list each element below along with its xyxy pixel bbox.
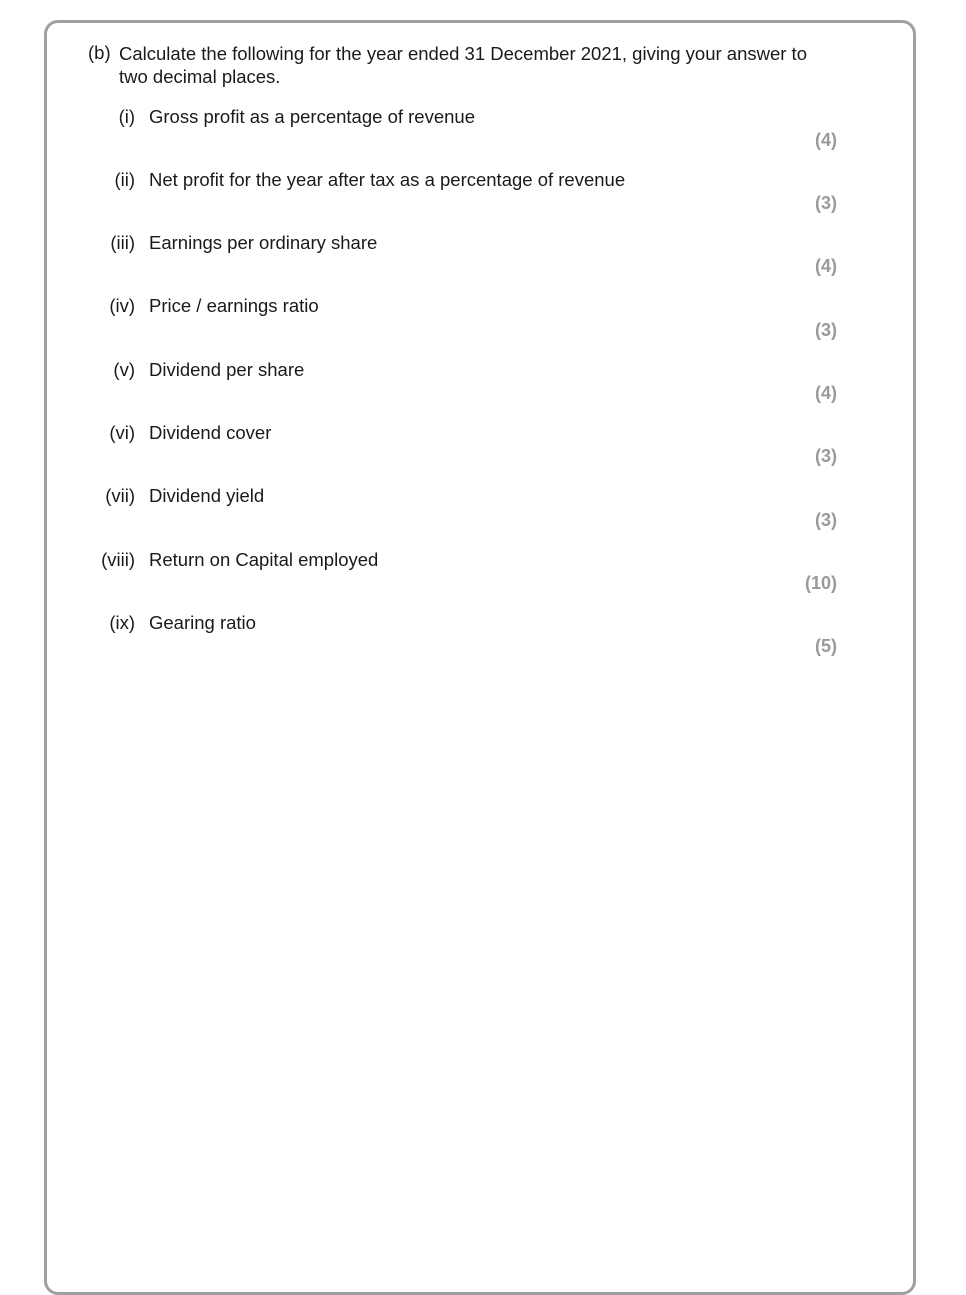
question-intro: Calculate the following for the year ended 31 December 2021, giving your answer to two decimal places.: [119, 43, 807, 87]
item-marks: (4): [815, 383, 837, 403]
item-text: Return on Capital employed: [149, 549, 379, 570]
item-marks: (3): [815, 510, 837, 530]
item-number: (iii): [110, 232, 135, 253]
item-text: Gross profit as a percentage of revenue: [149, 106, 475, 127]
item-text: Earnings per ordinary share: [149, 232, 378, 253]
item-number: (viii): [101, 549, 135, 570]
item-text: Net profit for the year after tax as a percentage of revenue: [149, 169, 626, 190]
item-marks: (3): [815, 193, 837, 213]
item-marks: (3): [815, 320, 837, 340]
item-text: Dividend cover: [149, 422, 272, 443]
item-number: (iv): [109, 295, 135, 316]
item-marks: (10): [804, 573, 837, 593]
item-number: (ii): [114, 169, 135, 190]
question-label: (b): [88, 42, 111, 63]
item-number: (vii): [105, 485, 135, 506]
item-marks: (3): [815, 446, 837, 466]
item-number: (v): [113, 359, 135, 380]
item-text: Price / earnings ratio: [149, 295, 319, 316]
item-number: (vi): [109, 422, 135, 443]
item-number: (i): [118, 106, 135, 127]
item-number: (ix): [109, 612, 135, 633]
item-text: Dividend yield: [149, 485, 265, 506]
item-text: Gearing ratio: [149, 612, 256, 633]
item-marks: (4): [815, 256, 837, 276]
item-marks: (5): [815, 636, 837, 656]
item-marks: (4): [815, 130, 837, 150]
item-text: Dividend per share: [149, 359, 305, 380]
